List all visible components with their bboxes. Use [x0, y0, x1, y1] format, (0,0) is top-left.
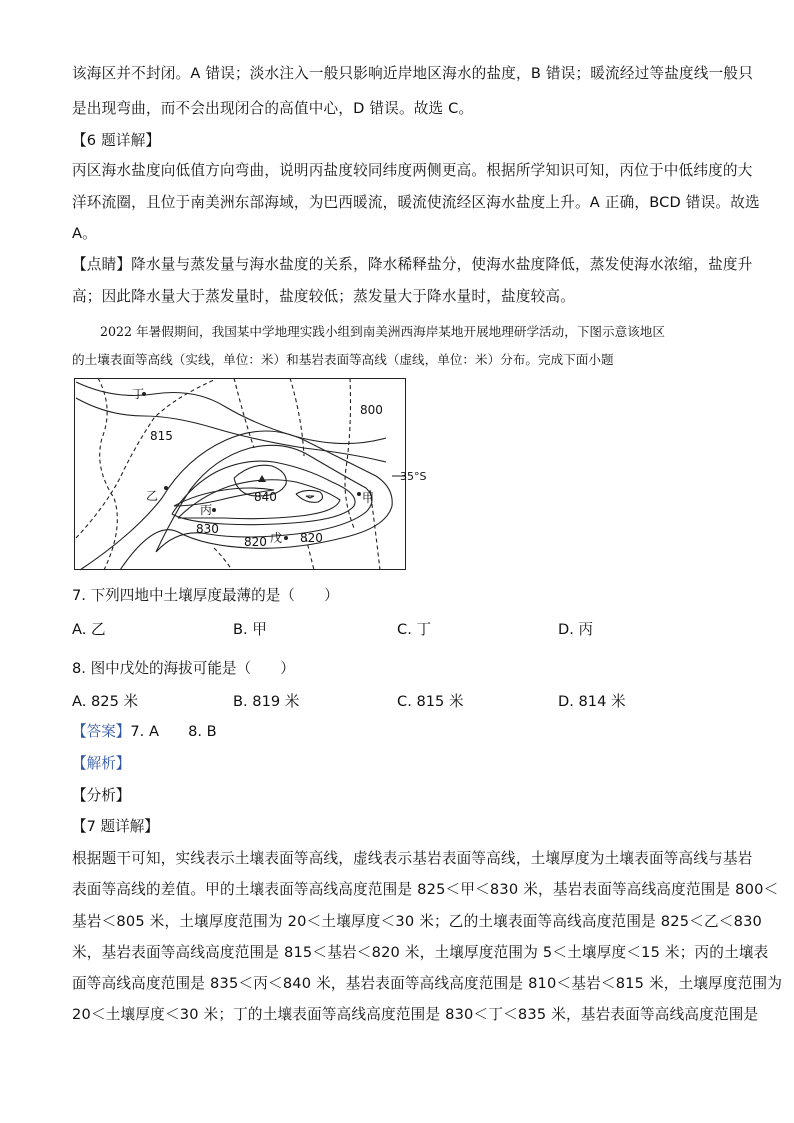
label-jia: 甲: [362, 491, 375, 505]
text-line: 【点睛】降水量与蒸发量与海水盐度的关系，降水稀释盐分，使海水盐度降低，蒸发使海水浓缩，盐度升: [72, 256, 753, 273]
label-840: 840: [254, 490, 277, 504]
label-wu: 戊: [270, 531, 283, 545]
option-d: D. 丙: [558, 621, 594, 638]
contour-map: [74, 378, 427, 570]
bedrock-contours: [76, 378, 380, 570]
answer-label: 【答案】: [72, 723, 131, 740]
analysis-label: 【解析】: [72, 755, 131, 772]
detail-line: 面等高线高度范围是 835＜丙＜840 米，基岩表面等高线高度范围是 810＜基岩＜815 米，土壤厚度范围为: [72, 975, 783, 992]
fenxi-label: 【分析】: [72, 787, 131, 804]
option-d: D. 814 米: [558, 693, 626, 710]
option-c: C. 丁: [397, 621, 432, 638]
question-7-stem: 7. 下列四地中土壤厚度最薄的是（ ）: [72, 587, 339, 604]
point-bing: [212, 508, 216, 512]
label-820: 820: [300, 531, 323, 545]
question-8-stem: 8. 图中戊处的海拔可能是（ ）: [72, 660, 295, 677]
point-wu: [284, 536, 288, 540]
detail-line: 基岩＜805 米，土壤厚度范围为 20＜土壤厚度＜30 米；乙的土壤表面等高线高度范围是 825＜乙＜830: [72, 913, 763, 930]
label-yi: 乙: [146, 489, 159, 503]
question-intro: 的土壤表面等高线（实线，单位：米）和基岩表面等高线（虚线，单位：米）分布。完成下面小题: [72, 352, 614, 367]
peak-icon: [258, 475, 266, 482]
point-yi: [164, 486, 168, 490]
text-line: 高；因此降水量大于蒸发量时，盐度较低；蒸发量大于降水量时，盐度较高。: [72, 288, 575, 305]
text-line: 洋环流圈，且位于南美洲东部海域，为巴西暖流，暖流使流经区海水盐度上升。A 正确，BCD 错误。故选: [72, 194, 760, 211]
label-ding: 丁: [132, 387, 145, 401]
answer-row: [72, 724, 217, 740]
option-b: B. 819 米: [233, 693, 300, 710]
label-800: 800: [360, 403, 383, 417]
text-line: 是出现弯曲，而不会出现闭合的高值中心，D 错误。故选 C。: [72, 100, 474, 117]
detail-line: 20＜土壤厚度＜30 米；丁的土壤表面等高线高度范围是 830＜丁＜835 米，基岩表面等高线高度范围是: [72, 1006, 759, 1023]
detail-line: 米，基岩表面等高线高度范围是 815＜基岩＜820 米，土壤厚度范围为 5＜土壤厚度＜15 米；丙的土壤表: [72, 944, 769, 961]
answer-value: 7. A 8. B: [130, 723, 217, 740]
label-bing: 丙: [200, 503, 213, 517]
text-line: 丙区海水盐度向低值方向弯曲，说明丙盐度较同纬度两侧更高。根据所学知识可知，丙位于中低纬度的大: [72, 162, 753, 179]
label-830: 830: [196, 522, 219, 536]
option-b: B. 甲: [233, 621, 267, 638]
option-c: C. 815 米: [397, 693, 464, 710]
question-intro: 2022 年暑假期间，我国某中学地理实践小组到南美洲西海岸某地开展地理研学活动，下图示意该地区: [100, 324, 665, 339]
q7-detail-label: 【7 题详解】: [72, 818, 159, 835]
detail-line: 根据题干可知，实线表示土壤表面等高线，虚线表示基岩表面等高线，土壤厚度为土壤表面等高线与基岩: [72, 850, 753, 867]
map-frame: [75, 379, 406, 570]
section-label: 【6 题详解】: [72, 132, 161, 149]
option-a: A. 乙: [72, 621, 106, 638]
text-line: 该海区并不封闭。A 错误；淡水注入一般只影响近岸地区海水的盐度，B 错误；暖流经过等盐度线一般只: [72, 65, 754, 82]
detail-line: 表面等高线的差值。甲的土壤表面等高线高度范围是 825＜甲＜830 米，基岩表面等高线高度范围是 800＜: [72, 881, 779, 898]
text-line: A。: [72, 225, 97, 242]
point-jia: [357, 492, 361, 496]
option-a: A. 825 米: [72, 693, 139, 710]
label-latitude: 35°S: [400, 470, 427, 483]
label-815: 815: [150, 429, 173, 443]
label-820: 820: [244, 535, 267, 549]
